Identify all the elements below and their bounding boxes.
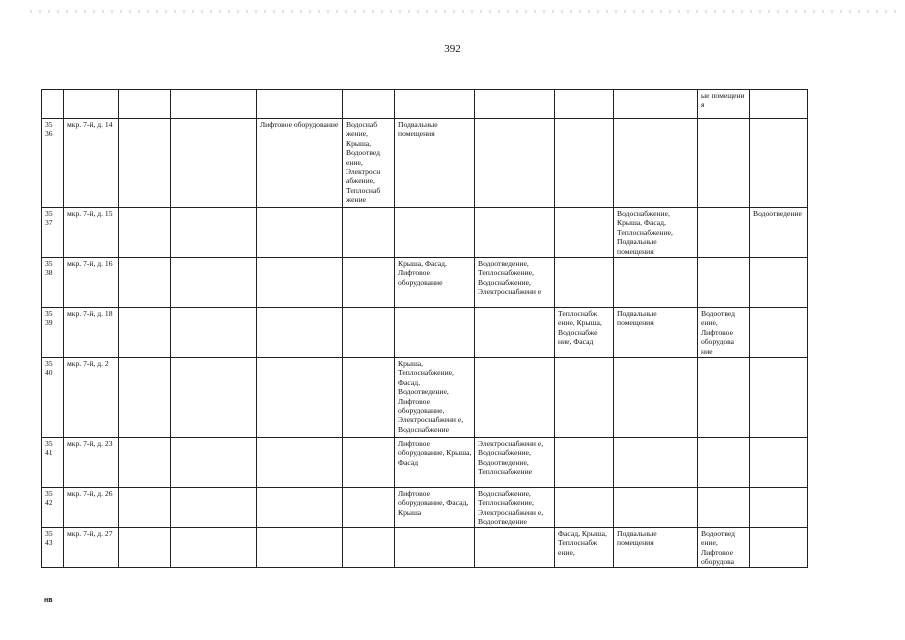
table-cell: 35 38 xyxy=(42,258,64,308)
table-cell xyxy=(343,208,395,258)
table-cell xyxy=(614,488,698,528)
table-cell xyxy=(555,358,614,438)
table-row xyxy=(42,528,808,568)
table-cell: Водоотведение xyxy=(750,208,808,258)
table-cell xyxy=(475,358,555,438)
table-cell xyxy=(698,258,750,308)
table-cell: мкр. 7-й, д. 15 xyxy=(64,208,119,258)
table-cell xyxy=(119,90,171,119)
table-cell xyxy=(119,488,171,528)
page-number: 392 xyxy=(444,43,461,55)
table-cell xyxy=(555,119,614,208)
table-cell xyxy=(171,488,257,528)
table-cell: Теплоснабж ение, Крыша, Водоснабже ние, Фасад xyxy=(555,308,614,358)
table-cell: 35 36 xyxy=(42,119,64,208)
table-cell xyxy=(257,358,343,438)
table-cell xyxy=(119,258,171,308)
table-cell xyxy=(119,438,171,488)
table-cell: Водоснабжение, Теплоснабжение, Электроснабжени е, Водоотведение xyxy=(475,488,555,528)
table-cell xyxy=(750,119,808,208)
table-cell: Лифтовое оборудование xyxy=(257,119,343,208)
table-row xyxy=(42,438,808,488)
table-header-row xyxy=(42,90,808,119)
table-row xyxy=(42,258,808,308)
table-cell xyxy=(555,208,614,258)
table-cell xyxy=(698,438,750,488)
table-cell xyxy=(698,358,750,438)
table-cell xyxy=(257,438,343,488)
table-cell: Водоснаб жение, Крыша, Водоотвед ение, Электросн абжение, Теплоснаб жение xyxy=(343,119,395,208)
table-row xyxy=(42,358,808,438)
table-cell xyxy=(257,528,343,568)
table-cell xyxy=(555,90,614,119)
table-row xyxy=(42,119,808,208)
table-cell: Крыша, Фасад, Лифтовое оборудование xyxy=(395,258,475,308)
table-cell: Электроснабжени е, Водоснабжение, Водоотведение, Теплоснабжение xyxy=(475,438,555,488)
table-cell: 35 39 xyxy=(42,308,64,358)
table-cell xyxy=(343,258,395,308)
table-cell xyxy=(750,308,808,358)
table-cell xyxy=(171,258,257,308)
footer-mark: нв xyxy=(44,597,53,604)
table-cell xyxy=(257,488,343,528)
table-cell: Водоотведение, Теплоснабжение, Водоснабжение, Электроснабжени е xyxy=(475,258,555,308)
table-cell xyxy=(475,308,555,358)
table-cell xyxy=(171,438,257,488)
table-cell xyxy=(750,90,808,119)
table-cell xyxy=(119,528,171,568)
table-cell xyxy=(395,308,475,358)
table-cell xyxy=(171,90,257,119)
table-cell xyxy=(257,90,343,119)
table-cell xyxy=(343,488,395,528)
table-cell xyxy=(750,258,808,308)
table-cell xyxy=(343,438,395,488)
table-cell: мкр. 7-й, д. 16 xyxy=(64,258,119,308)
table-cell: Подвальные помещения xyxy=(614,528,698,568)
table-cell: мкр. 7-й, д. 27 xyxy=(64,528,119,568)
table-cell xyxy=(614,438,698,488)
table-cell xyxy=(395,528,475,568)
table-cell: 35 41 xyxy=(42,438,64,488)
table-cell xyxy=(555,438,614,488)
table-row xyxy=(42,308,808,358)
table-cell: 35 43 xyxy=(42,528,64,568)
table-cell: ые помещени я xyxy=(698,90,750,119)
table-cell: Водоснабжение, Крыша, Фасад, Теплоснабжение, Подвальные помещения xyxy=(614,208,698,258)
table-row xyxy=(42,488,808,528)
table-cell xyxy=(257,308,343,358)
table-cell xyxy=(343,528,395,568)
table-cell xyxy=(171,528,257,568)
table-cell: мкр. 7-й, д. 23 xyxy=(64,438,119,488)
table-cell xyxy=(750,488,808,528)
table-cell: Водоотвед ение, Лифтовое оборудова ние xyxy=(698,308,750,358)
table-cell: 35 42 xyxy=(42,488,64,528)
table-cell xyxy=(395,208,475,258)
table-cell xyxy=(555,258,614,308)
table-cell xyxy=(257,208,343,258)
table-cell xyxy=(343,308,395,358)
table-cell xyxy=(698,488,750,528)
table-cell: 35 37 xyxy=(42,208,64,258)
table-cell xyxy=(698,119,750,208)
table-cell xyxy=(750,358,808,438)
table-cell xyxy=(64,90,119,119)
table-cell xyxy=(171,358,257,438)
table-cell xyxy=(119,308,171,358)
table-cell xyxy=(119,208,171,258)
table-cell xyxy=(614,358,698,438)
table-cell xyxy=(42,90,64,119)
table-cell: Лифтовое оборудование, Крыша, Фасад xyxy=(395,438,475,488)
table-cell xyxy=(614,119,698,208)
repair-schedule-table xyxy=(41,89,808,568)
table-cell: мкр. 7-й, д. 2 xyxy=(64,358,119,438)
table-cell xyxy=(475,208,555,258)
table-cell: Подвальные помещения xyxy=(395,119,475,208)
table-cell xyxy=(750,438,808,488)
table-cell xyxy=(475,119,555,208)
table-cell xyxy=(614,90,698,119)
table-cell xyxy=(750,528,808,568)
table-cell xyxy=(343,358,395,438)
table-cell xyxy=(171,119,257,208)
table-cell xyxy=(395,90,475,119)
table-cell xyxy=(475,528,555,568)
table-cell: мкр. 7-й, д. 18 xyxy=(64,308,119,358)
table-cell: мкр. 7-й, д. 26 xyxy=(64,488,119,528)
table-cell xyxy=(119,358,171,438)
scan-noise xyxy=(30,10,900,13)
table-cell: Крыша, Теплоснабжение, Фасад, Водоотведение, Лифтовое оборудование, Электроснабжени е, Водоснабжение xyxy=(395,358,475,438)
table-cell xyxy=(475,90,555,119)
table-cell xyxy=(171,308,257,358)
table-cell xyxy=(171,208,257,258)
table-cell: Водоотвед ение, Лифтовое оборудова xyxy=(698,528,750,568)
table-cell: Лифтовое оборудование, Фасад, Крыша xyxy=(395,488,475,528)
table-cell xyxy=(119,119,171,208)
table-cell: мкр. 7-й, д. 14 xyxy=(64,119,119,208)
table-cell: 35 40 xyxy=(42,358,64,438)
table-cell xyxy=(698,208,750,258)
table-cell xyxy=(257,258,343,308)
table-row xyxy=(42,208,808,258)
table-cell: Фасад, Крыша, Теплоснабж ение, xyxy=(555,528,614,568)
table-cell xyxy=(343,90,395,119)
table-cell xyxy=(614,258,698,308)
table-cell xyxy=(555,488,614,528)
table-cell: Подвальные помещения xyxy=(614,308,698,358)
